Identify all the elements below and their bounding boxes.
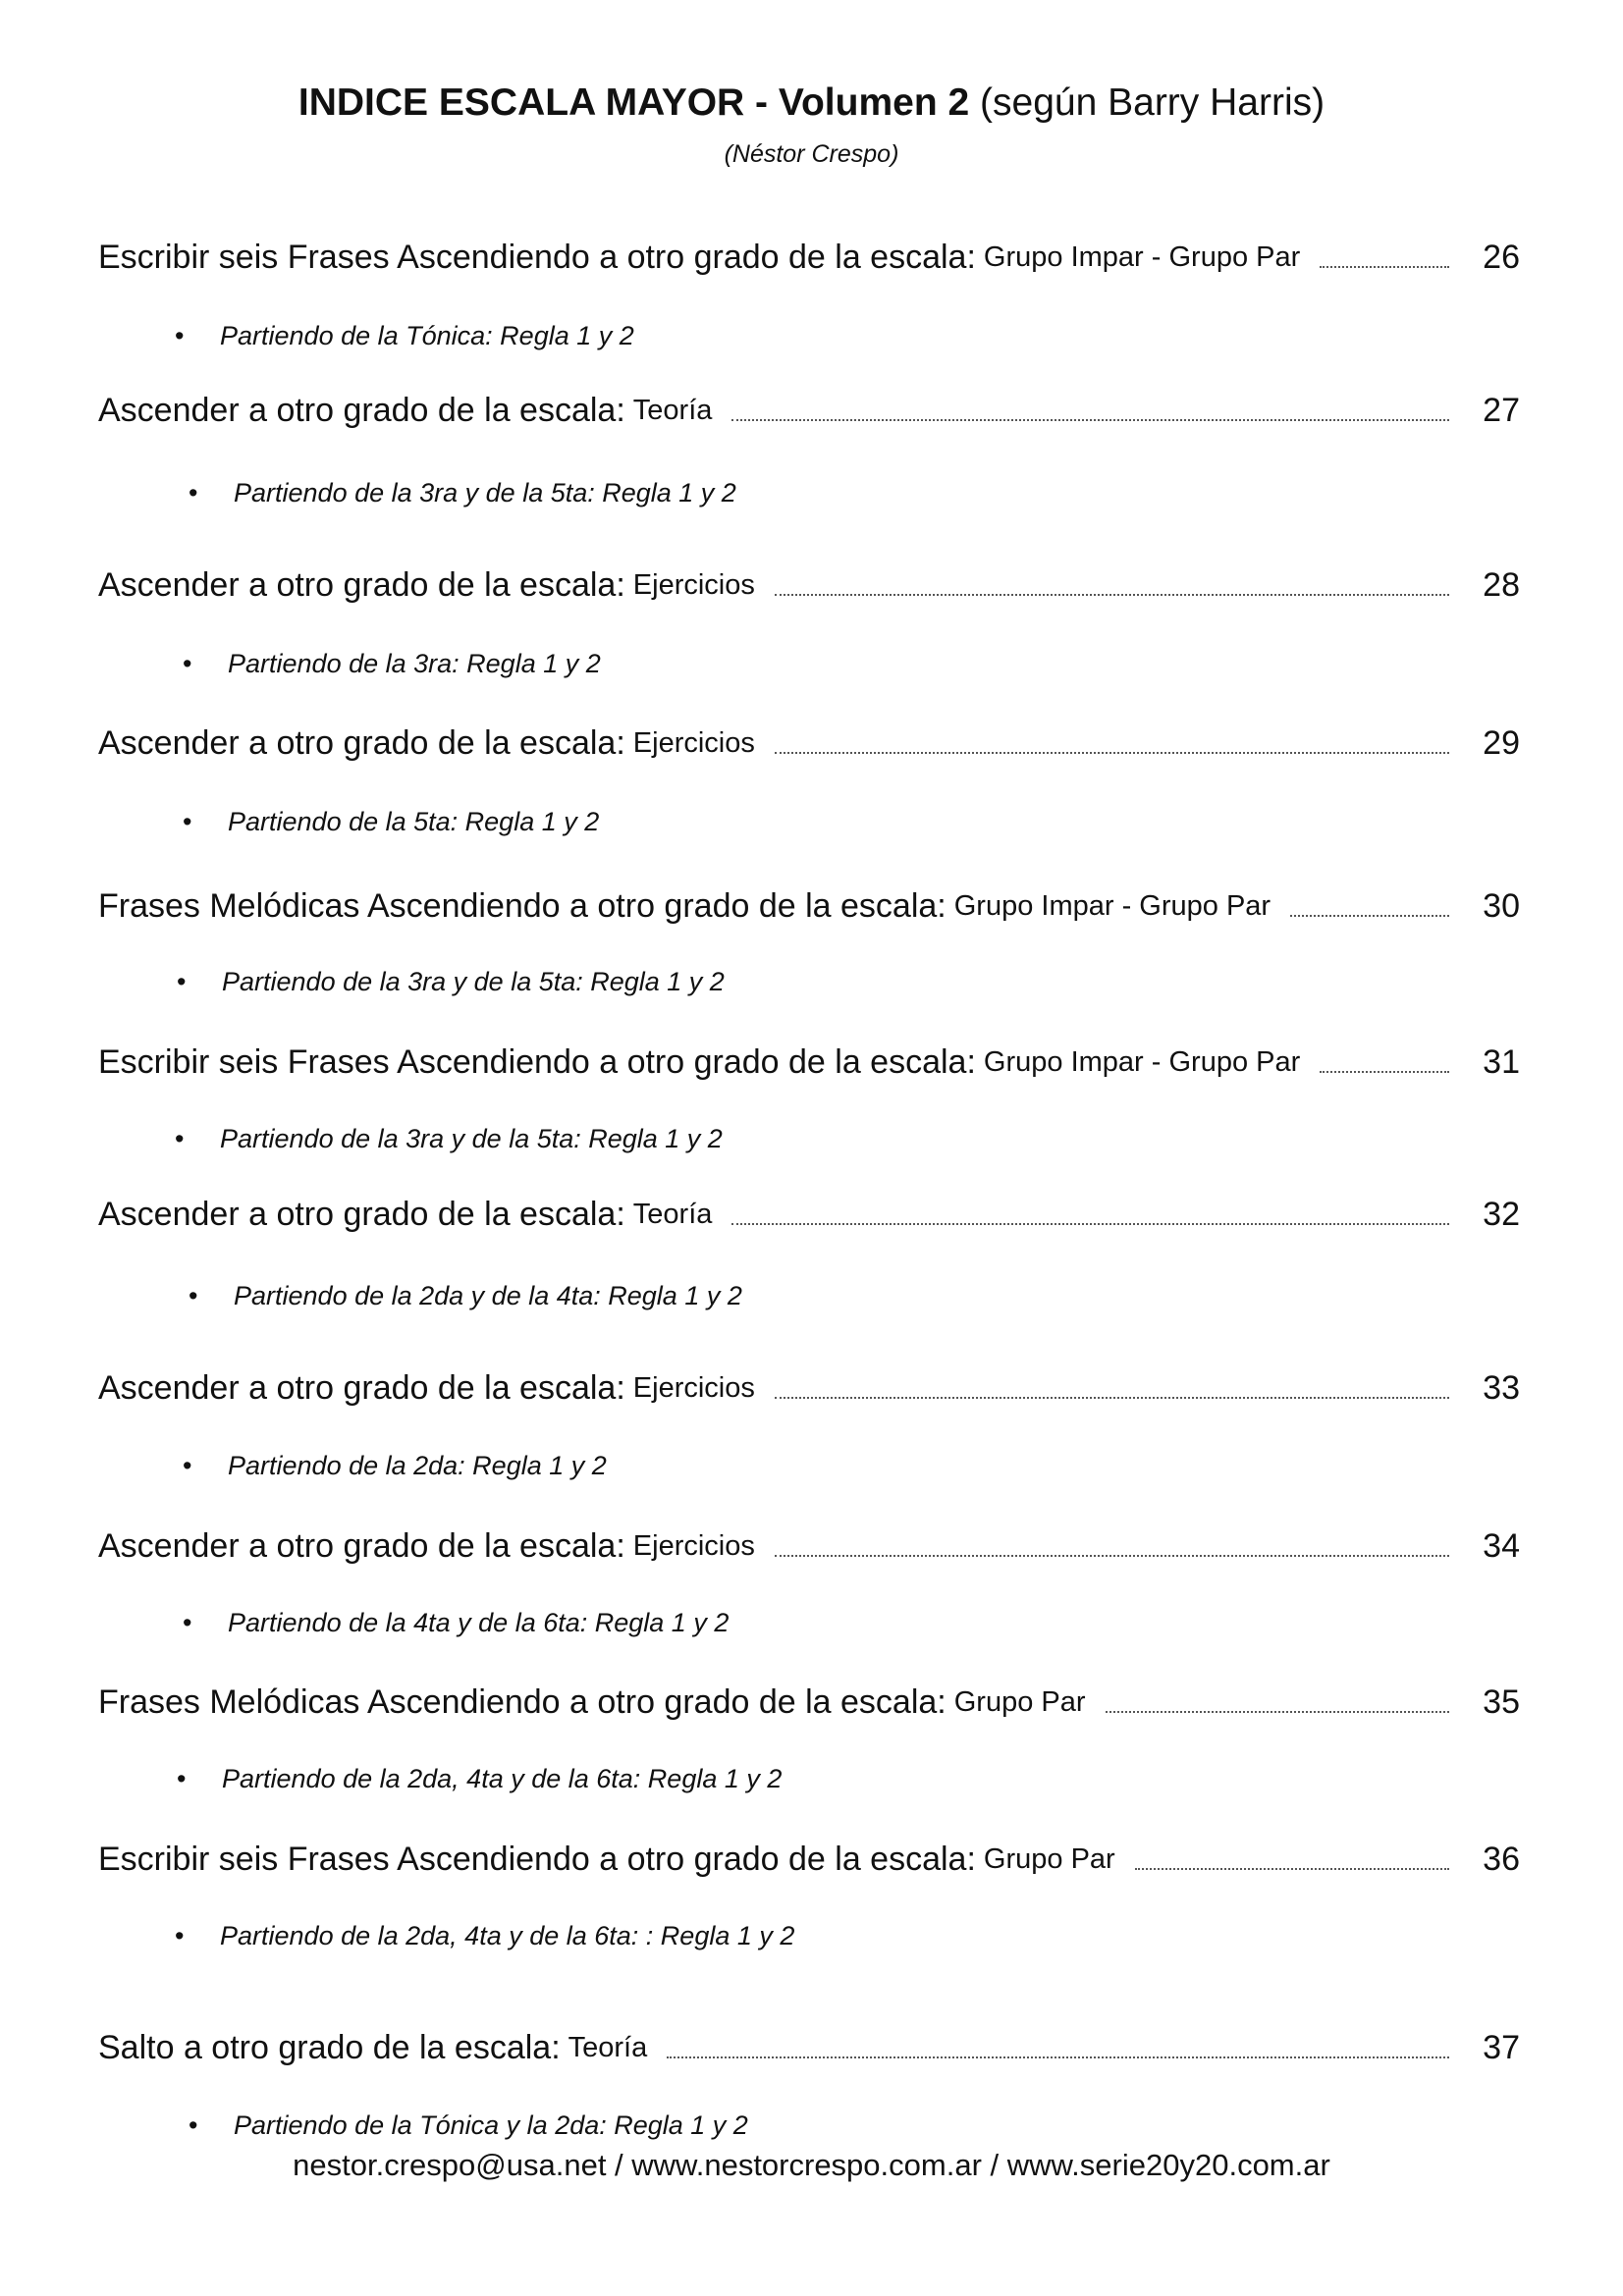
entry-page-number: 33	[1483, 1369, 1520, 1407]
dot-leader	[775, 1397, 1449, 1399]
bullet-icon: •	[175, 1124, 185, 1153]
entry-title: Ascender a otro grado de la escala:	[98, 392, 625, 429]
sub-item-text: Partiendo de la 2da, 4ta y de la 6ta: : Regla 1 y 2	[220, 1921, 795, 1950]
toc-sub-item	[183, 1606, 729, 1639]
bullet-icon: •	[177, 967, 187, 996]
entry-subtitle: Ejercicios	[632, 727, 755, 759]
bullet-icon: •	[177, 1764, 187, 1793]
entry-title: Ascender a otro grado de la escala:	[98, 1196, 625, 1233]
entry-title: Ascender a otro grado de la escala:	[98, 1527, 625, 1565]
toc-entry	[98, 389, 1520, 432]
entry-title: Ascender a otro grado de la escala:	[98, 724, 625, 762]
toc-sub-item	[183, 1449, 607, 1482]
dot-leader	[667, 2056, 1449, 2058]
entry-page-number: 28	[1483, 566, 1520, 604]
entry-subtitle: Teoría	[568, 2032, 648, 2063]
bullet-icon: •	[175, 1921, 185, 1950]
sub-item-text: Partiendo de la 4ta y de la 6ta: Regla 1 y 2	[228, 1608, 730, 1637]
entry-subtitle: Grupo Impar - Grupo Par	[983, 1046, 1301, 1078]
toc-entry	[98, 884, 1520, 928]
toc-entry	[98, 2026, 1520, 2069]
bullet-icon: •	[189, 478, 198, 507]
entry-title: Escribir seis Frases Ascendiendo a otro grado de la escala:	[98, 239, 976, 276]
bullet-icon: •	[183, 649, 192, 678]
toc-entry	[98, 1041, 1520, 1084]
sub-item-text: Partiendo de la 3ra: Regla 1 y 2	[228, 649, 601, 678]
footer-contact: nestor.crespo@usa.net / www.nestorcrespo.com.ar / www.serie20y20.com.ar	[293, 2148, 1330, 2182]
entry-page-number: 27	[1483, 392, 1520, 429]
entry-page-number: 36	[1483, 1841, 1520, 1878]
entry-title: Salto a otro grado de la escala:	[98, 2029, 561, 2066]
entry-subtitle: Grupo Par	[953, 1686, 1086, 1718]
entry-page-number: 31	[1483, 1043, 1520, 1081]
sub-item-text: Partiendo de la 3ra y de la 5ta: Regla 1 y 2	[222, 967, 725, 996]
toc-entry	[98, 563, 1520, 607]
author: (Néstor Crespo)	[724, 140, 899, 168]
bullet-icon: •	[175, 321, 185, 350]
entry-page-number: 37	[1483, 2029, 1520, 2066]
sub-item-text: Partiendo de la 2da: Regla 1 y 2	[228, 1451, 607, 1480]
entry-subtitle: Ejercicios	[632, 1372, 755, 1404]
toc-entry	[98, 1366, 1520, 1410]
dot-leader	[1320, 1071, 1449, 1073]
title-subtitle: (según Barry Harris)	[980, 81, 1325, 124]
toc-sub-item	[189, 476, 736, 509]
entry-page-number: 30	[1483, 887, 1520, 925]
sub-item-text: Partiendo de la 3ra y de la 5ta: Regla 1 y 2	[220, 1124, 723, 1153]
sub-item-text: Partiendo de la Tónica: Regla 1 y 2	[220, 321, 634, 350]
toc-sub-item	[183, 647, 601, 680]
toc-entry	[98, 1193, 1520, 1236]
dot-leader	[731, 419, 1449, 421]
dot-leader	[1320, 266, 1449, 268]
bullet-icon: •	[189, 1281, 198, 1310]
entry-title: Frases Melódicas Ascendiendo a otro grado de la escala:	[98, 887, 947, 925]
page-title	[0, 80, 1623, 126]
sub-item-text: Partiendo de la Tónica y la 2da: Regla 1 y 2	[234, 2110, 748, 2140]
dot-leader	[775, 594, 1449, 596]
entry-title: Frases Melódicas Ascendiendo a otro grado de la escala:	[98, 1683, 947, 1721]
toc-sub-item	[175, 1919, 794, 1952]
bullet-icon: •	[183, 807, 192, 836]
entry-page-number: 35	[1483, 1683, 1520, 1721]
sub-item-text: Partiendo de la 2da y de la 4ta: Regla 1 y 2	[234, 1281, 742, 1310]
entry-title: Escribir seis Frases Ascendiendo a otro grado de la escala:	[98, 1841, 976, 1878]
entry-subtitle: Teoría	[632, 395, 713, 426]
entry-title: Ascender a otro grado de la escala:	[98, 566, 625, 604]
bullet-icon: •	[183, 1451, 192, 1480]
toc-sub-item	[189, 1279, 742, 1312]
toc-sub-item	[183, 805, 599, 838]
entry-subtitle: Grupo Impar - Grupo Par	[953, 890, 1271, 922]
toc-entry	[98, 1838, 1520, 1881]
entry-page-number: 34	[1483, 1527, 1520, 1565]
toc-sub-item	[177, 965, 725, 998]
dot-leader	[775, 752, 1449, 754]
toc-sub-item	[177, 1762, 782, 1795]
sub-item-text: Partiendo de la 5ta: Regla 1 y 2	[228, 807, 600, 836]
toc-entry	[98, 1524, 1520, 1568]
bullet-icon: •	[183, 1608, 192, 1637]
entry-page-number: 29	[1483, 724, 1520, 762]
entry-title: Ascender a otro grado de la escala:	[98, 1369, 625, 1407]
dot-leader	[1290, 915, 1449, 917]
title-main: INDICE ESCALA MAYOR - Volumen 2	[298, 81, 970, 124]
entry-subtitle: Teoría	[632, 1199, 713, 1230]
dot-leader	[1135, 1868, 1449, 1870]
toc-sub-item	[189, 2109, 748, 2142]
bullet-icon: •	[189, 2110, 198, 2140]
toc-sub-item	[175, 1122, 723, 1155]
entry-subtitle: Grupo Par	[983, 1843, 1115, 1875]
sub-item-text: Partiendo de la 3ra y de la 5ta: Regla 1 y 2	[234, 478, 736, 507]
entry-subtitle: Ejercicios	[632, 569, 755, 601]
dot-leader	[1106, 1711, 1449, 1713]
dot-leader	[731, 1223, 1449, 1225]
entry-subtitle: Ejercicios	[632, 1530, 755, 1562]
entry-page-number: 32	[1483, 1196, 1520, 1233]
toc-sub-item	[175, 319, 634, 352]
sub-item-text: Partiendo de la 2da, 4ta y de la 6ta: Regla 1 y 2	[222, 1764, 783, 1793]
entry-subtitle: Grupo Impar - Grupo Par	[983, 241, 1301, 273]
toc-entry	[98, 1681, 1520, 1724]
toc-entry	[98, 721, 1520, 765]
entry-page-number: 26	[1483, 239, 1520, 276]
entry-title: Escribir seis Frases Ascendiendo a otro grado de la escala:	[98, 1043, 976, 1081]
dot-leader	[775, 1555, 1449, 1557]
toc-entry	[98, 236, 1520, 279]
